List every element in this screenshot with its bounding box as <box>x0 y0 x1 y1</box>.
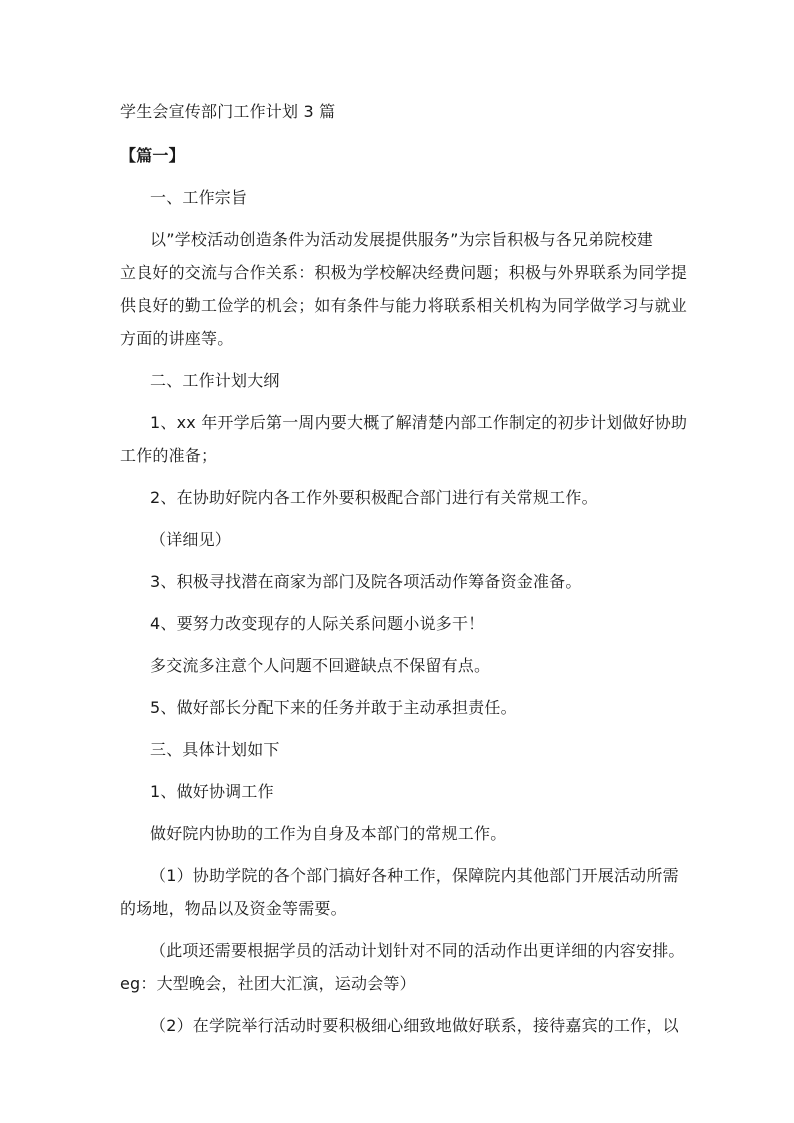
paragraph-line: 1、做好协调工作 <box>150 782 274 801</box>
paragraph-line: 做好院内协助的工作为自身及本部门的常规工作。 <box>150 824 507 843</box>
heading-3: 三、具体计划如下 <box>150 740 280 759</box>
section-label: 【篇一】 <box>120 146 185 165</box>
paragraph-line: 2、在协助好院内各工作外要积极配合部门进行有关常规工作。 <box>150 488 598 507</box>
paragraph-line: eg：大型晚会，社团大汇演，运动会等） <box>120 974 416 993</box>
paragraph-line: 多交流多注意个人问题不回避缺点不保留有点。 <box>150 656 491 675</box>
paragraph-line: 4、要努力改变现存的人际关系问题小说多干！ <box>150 614 485 633</box>
paragraph-line: （此项还需要根据学员的活动计划针对不同的活动作出更详细的内容安排。 <box>150 941 685 960</box>
paragraph-line: （2）在学院举行活动时要积极细心细致地做好联系，接待嘉宾的工作，以 <box>150 1016 679 1035</box>
paragraph-line: （详细见） <box>150 530 232 549</box>
paragraph-line: 方面的讲座等。 <box>120 329 234 348</box>
paragraph-line: 1、xx 年开学后第一周内要大概了解清楚内部工作制定的初步计划做好协助 <box>150 413 688 432</box>
document-title: 学生会宣传部门工作计划 3 篇 <box>120 102 336 121</box>
paragraph-line: （1）协助学院的各个部门搞好各种工作，保障院内其他部门开展活动所需 <box>150 866 679 885</box>
paragraph-line: 工作的准备； <box>120 446 218 465</box>
paragraph-line: 的场地，物品以及资金等需要。 <box>120 899 347 918</box>
paragraph-line: 以”学校活动创造条件为活动发展提供服务”为宗旨积极与各兄弟院校建 <box>150 230 653 249</box>
paragraph-line: 立良好的交流与合作关系：积极为学校解决经费问题；积极与外界联系为同学提 <box>120 263 688 282</box>
paragraph-line: 5、做好部长分配下来的任务并敢于主动承担责任。 <box>150 698 517 717</box>
heading-1: 一、工作宗旨 <box>150 188 248 207</box>
paragraph-line: 供良好的勤工俭学的机会；如有条件与能力将联系相关机构为同学做学习与就业 <box>120 296 688 315</box>
heading-2: 二、工作计划大纲 <box>150 371 280 390</box>
paragraph-line: 3、积极寻找潜在商家为部门及院各项活动作筹备资金准备。 <box>150 572 582 591</box>
